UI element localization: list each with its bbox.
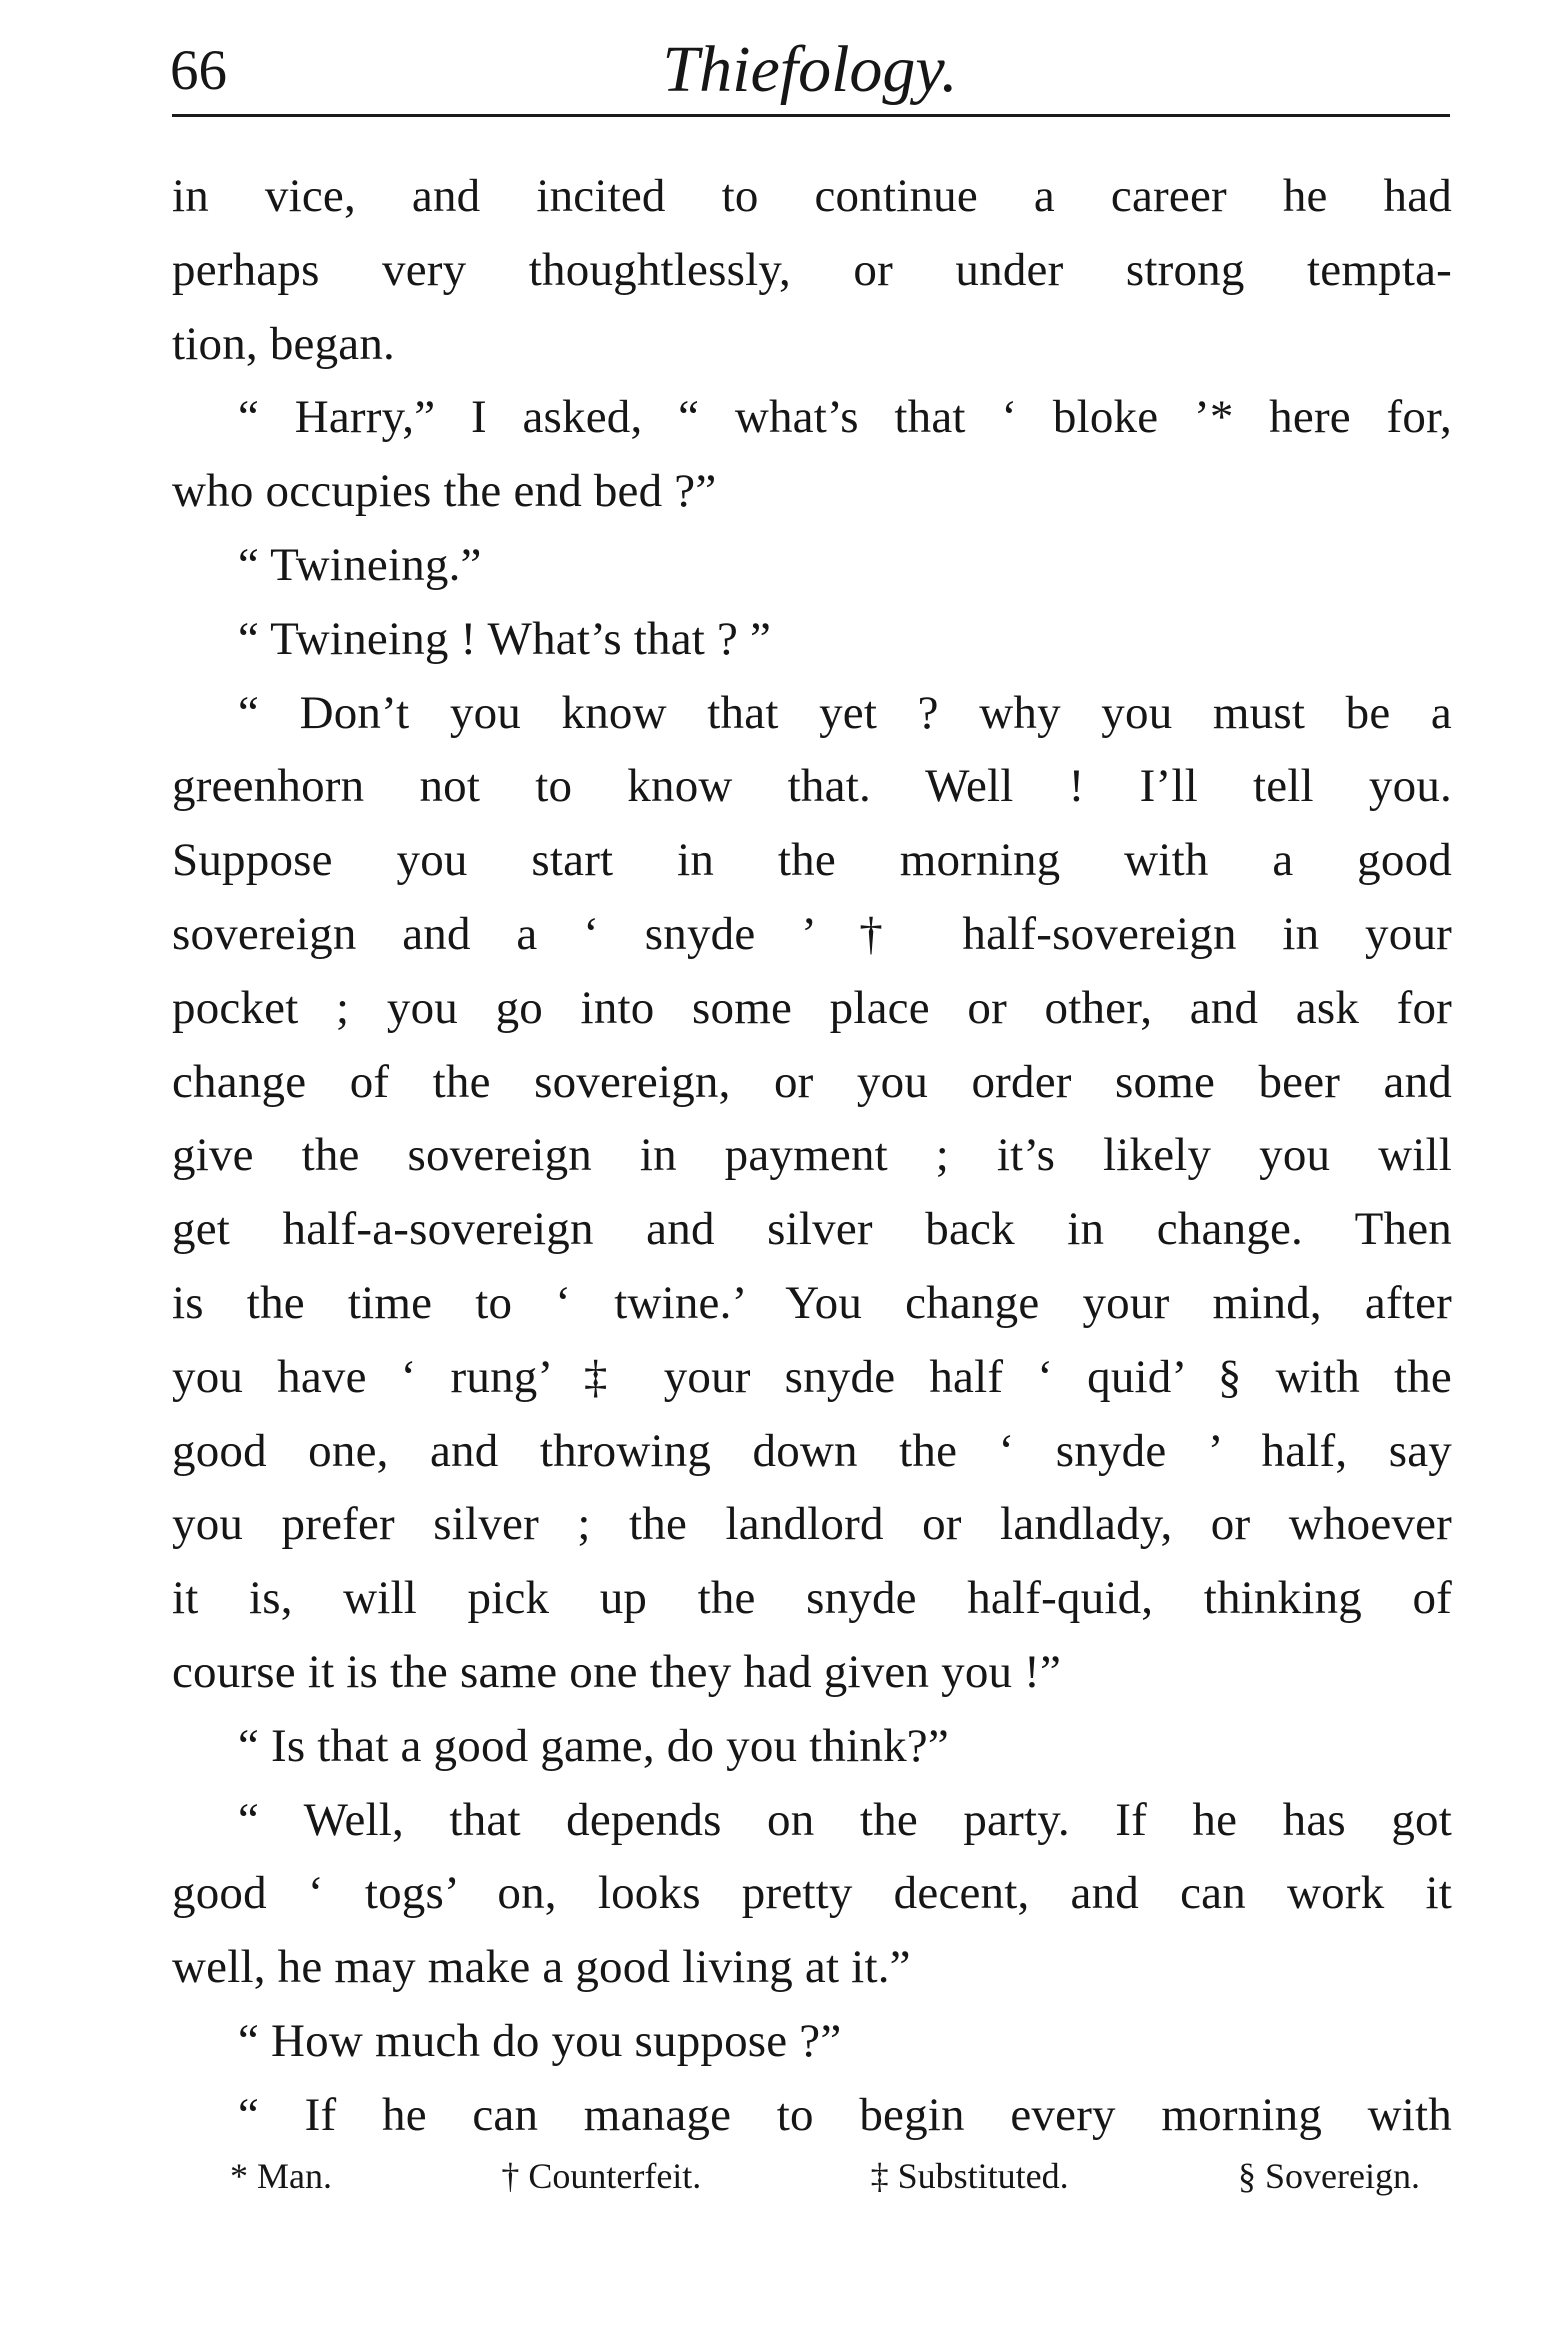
text-line: tion, began. — [172, 317, 395, 370]
text-line: “ How much do you suppose ?” — [238, 2014, 842, 2067]
text-line: who occupies the end bed ?” — [172, 465, 717, 518]
text-line: “ Is that a good game, do you think?” — [238, 1719, 949, 1772]
text-line: give the sovereign in payment ; it’s likely you will — [172, 1129, 1452, 1182]
text-line: is the time to ‘ twine.’ You change your mind, after — [172, 1276, 1452, 1329]
text-line: “ Don’t you know that yet ? why you must be a — [238, 686, 1452, 739]
text-line: in vice, and incited to continue a career he had — [172, 170, 1452, 222]
page-number: 66 — [170, 39, 227, 102]
text-line: “ Harry,” I asked, “ what’s that ‘ bloke ’* here for, — [238, 391, 1452, 444]
body-text — [172, 160, 1452, 2153]
text-line: “ Twineing.” — [238, 538, 482, 591]
footnote: ‡ Substituted. — [870, 2156, 1069, 2196]
page-header — [170, 30, 1450, 122]
text-line: Suppose you start in the morning with a good — [172, 834, 1452, 887]
text-line: perhaps very thoughtlessly, or under strong tempta- — [172, 243, 1452, 296]
text-line: course it is the same one they had given you !” — [172, 1645, 1062, 1698]
text-line: change of the sovereign, or you order some beer and — [172, 1055, 1452, 1108]
text-line: good one, and throwing down the ‘ snyde ’ half, say — [172, 1424, 1452, 1477]
text-line: get half-a-sovereign and silver back in change. Then — [172, 1203, 1452, 1256]
footnotes — [230, 2152, 1420, 2200]
text-line: you have ‘ rung’ ‡ your snyde half ‘ quid’ § with the — [172, 1350, 1452, 1403]
text-line: good ‘ togs’ on, looks pretty decent, and can work it — [172, 1867, 1452, 1920]
text-line: “ Well, that depends on the party. If he has got — [238, 1793, 1452, 1846]
footnote: * Man. — [230, 2156, 332, 2196]
text-line: it is, will pick up the snyde half-quid, thinking of — [172, 1572, 1452, 1625]
text-line: pocket ; you go into some place or other, and ask for — [172, 981, 1452, 1034]
footnote: † Counterfeit. — [501, 2156, 702, 2196]
text-line: “ If he can manage to begin every morning with — [238, 2088, 1452, 2141]
text-line: well, he may make a good living at it.” — [172, 1941, 911, 1994]
footnote: § Sovereign. — [1238, 2156, 1420, 2196]
running-title: Thiefology. — [662, 33, 958, 106]
text-line: you prefer silver ; the landlord or landlady, or whoever — [172, 1498, 1452, 1551]
header-rule — [172, 114, 1450, 117]
text-line: “ Twineing ! What’s that ? ” — [238, 612, 772, 665]
text-line: sovereign and a ‘ snyde ’ † half-sovereign in your — [172, 907, 1452, 960]
text-line: greenhorn not to know that. Well ! I’ll tell you. — [172, 760, 1452, 813]
